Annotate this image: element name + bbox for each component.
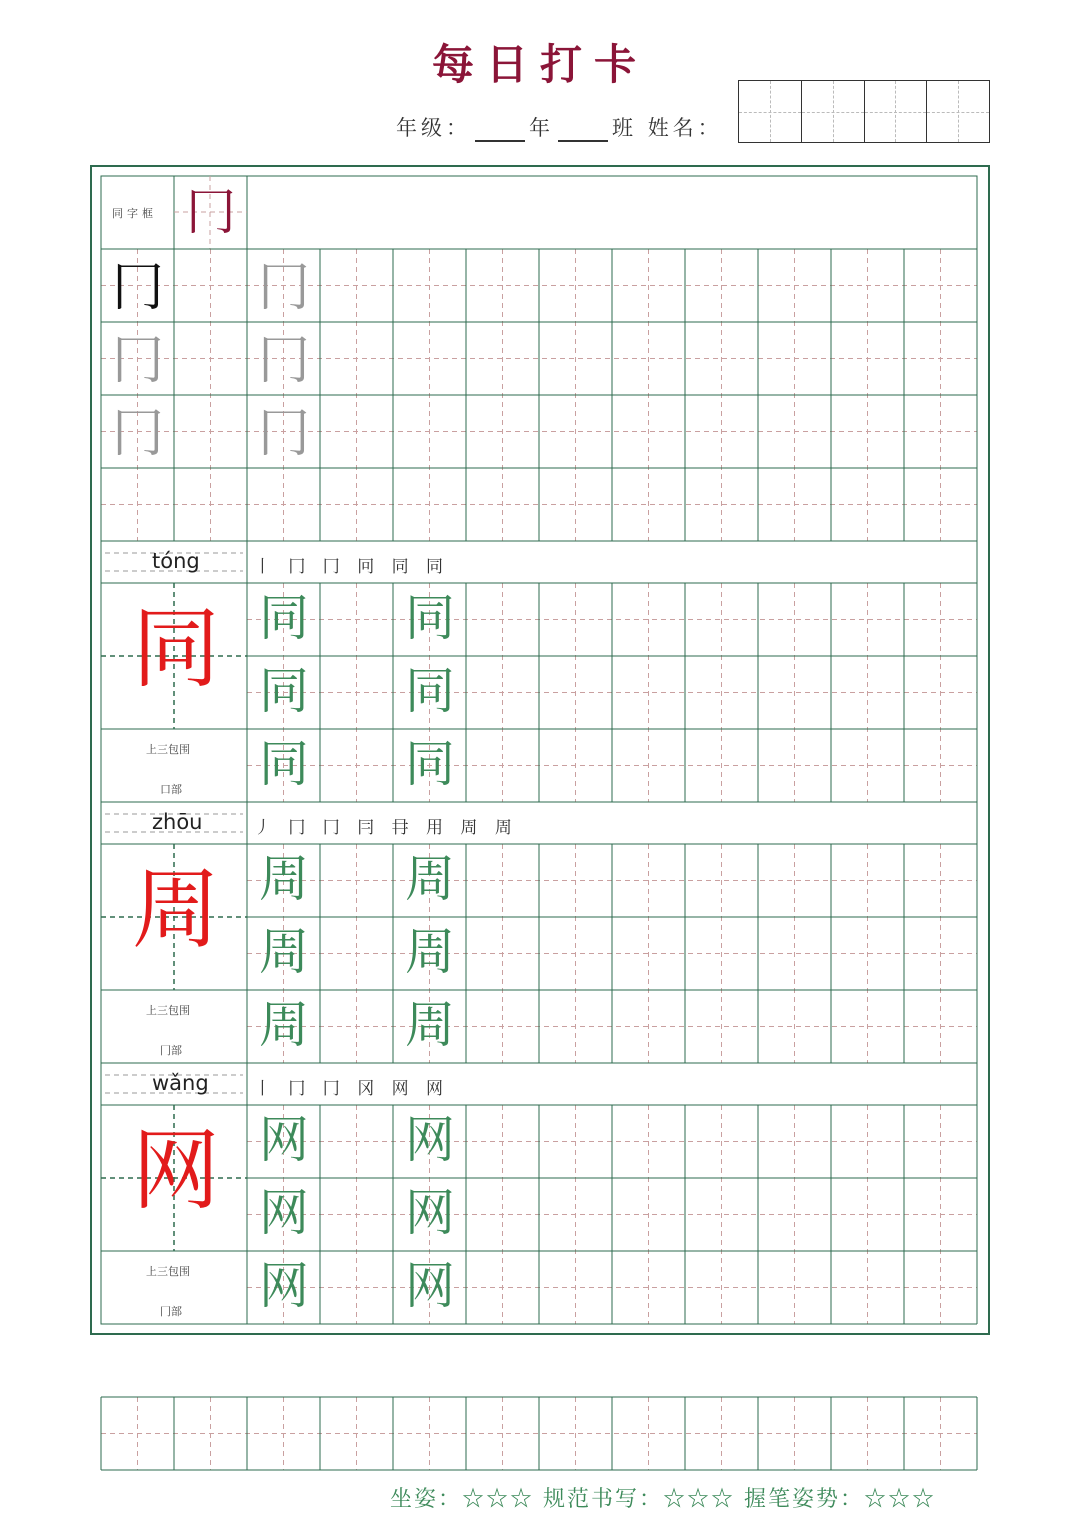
radical-trace: 冂 (258, 331, 311, 391)
radical-trace: 冂 (258, 404, 311, 464)
trace-character: 同 (259, 735, 309, 793)
trace-character: 周 (259, 923, 309, 981)
trace-character: 周 (259, 996, 309, 1054)
tongzikuang-label: 同字框 (112, 207, 157, 220)
structure-label: 上三包围 (146, 743, 190, 756)
radical-label: 冂部 (160, 1305, 182, 1318)
trace-character: 周 (405, 850, 455, 908)
trace-character: 同 (405, 589, 455, 647)
pinyin-row (101, 1063, 977, 1105)
pinyin-row (101, 541, 977, 583)
trace-character: 周 (405, 996, 455, 1054)
radical-label: 口部 (160, 783, 182, 796)
trace-character: 网 (405, 1257, 455, 1315)
stroke-order: 丿 冂 冂 冃 冄 用 周 周 (254, 818, 518, 838)
pinyin-label: zhōu (152, 810, 203, 834)
trace-character: 网 (259, 1111, 309, 1169)
name-label: 姓名： (647, 116, 723, 140)
model-character: 同 (132, 597, 221, 700)
pinyin-row (101, 802, 977, 844)
trace-character: 网 (405, 1184, 455, 1242)
structure-label: 上三包围 (146, 1004, 190, 1017)
stroke-order: 丨 冂 冂 冈 网 网 (254, 1079, 450, 1099)
pinyin-label: tóng (152, 549, 200, 573)
tongzikuang-radical: 冂 (186, 183, 236, 241)
model-character: 周 (132, 858, 221, 961)
class-suffix: 班 (612, 116, 637, 140)
structure-label: 上三包围 (146, 1265, 190, 1278)
model-character: 网 (132, 1119, 221, 1222)
trace-character: 同 (405, 735, 455, 793)
trace-character: 网 (405, 1111, 455, 1169)
trace-character: 同 (405, 662, 455, 720)
grade-label: 年级： (396, 116, 471, 140)
radical-model: 冂 (112, 258, 165, 318)
trace-character: 网 (259, 1257, 309, 1315)
trace-character: 周 (405, 923, 455, 981)
year-suffix: 年 (529, 116, 554, 140)
page-title: 每日打卡 (431, 40, 648, 89)
evaluation-footer: 坐姿：☆☆☆ 规范书写：☆☆☆ 握笔姿势：☆☆☆ (390, 1487, 936, 1512)
trace-character: 周 (259, 850, 309, 908)
trace-character: 同 (259, 589, 309, 647)
stroke-order: 丨 冂 冂 冋 同 同 (254, 557, 450, 577)
trace-character: 网 (259, 1184, 309, 1242)
pinyin-label: wǎng (152, 1071, 209, 1095)
radical-trace: 冂 (112, 331, 165, 391)
trace-character: 同 (259, 662, 309, 720)
radical-trace: 冂 (112, 404, 165, 464)
radical-label: 冂部 (160, 1044, 182, 1057)
radical-trace: 冂 (258, 258, 311, 318)
